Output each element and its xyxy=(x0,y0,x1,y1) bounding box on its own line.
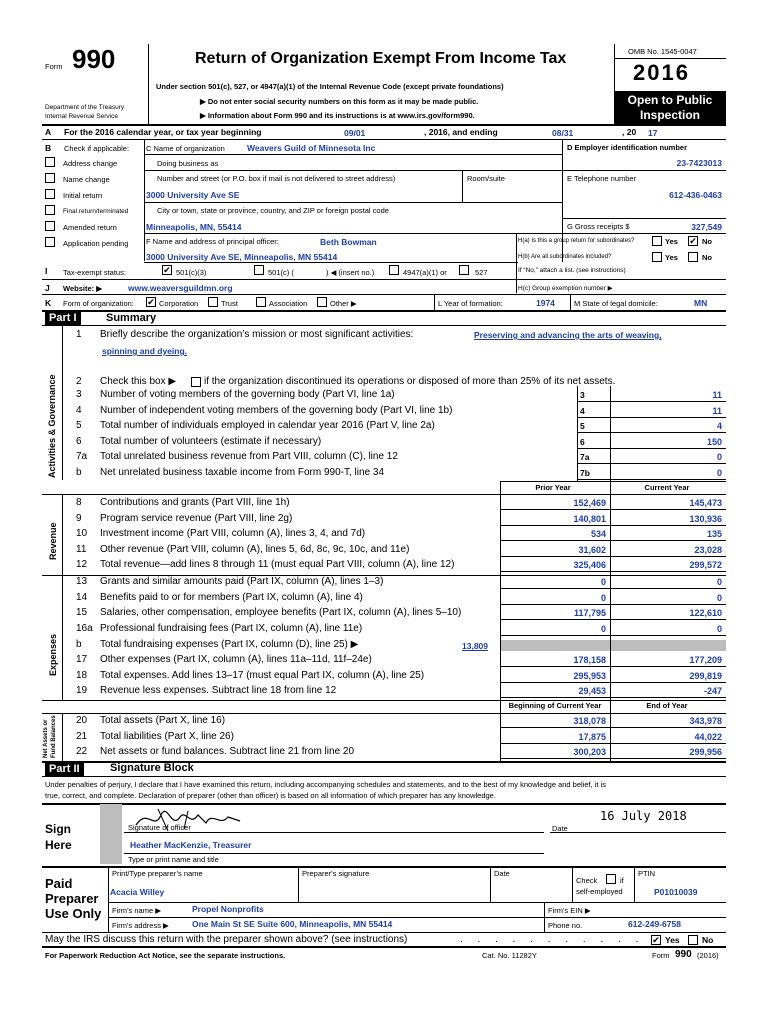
current-year-value[interactable]: 135 xyxy=(706,529,722,540)
row-rule xyxy=(500,604,726,605)
here-label: Here xyxy=(45,838,72,852)
row-rule xyxy=(577,448,726,449)
part-i-label: Part I xyxy=(45,311,81,325)
insert-no-label: ) ◀ (insert no.) xyxy=(326,268,375,277)
col-end-year: End of Year xyxy=(646,701,688,710)
line-description: Total number of individuals employed in calendar year 2016 (Part V, line 2a) xyxy=(100,420,435,432)
paid-label: Paid xyxy=(45,876,73,891)
line-description: Net unrelated business taxable income from Form 990-T, line 34 xyxy=(100,467,385,478)
name-change-checkbox[interactable] xyxy=(45,173,55,183)
telephone-label: E Telephone number xyxy=(567,174,637,183)
footer-notice: For Paperwork Reduction Act Notice, see the separate instructions. xyxy=(45,951,286,960)
preparer-name-label: Print/Type preparer’s name xyxy=(112,869,203,878)
prior-year-value[interactable]: 17,875 xyxy=(578,731,606,742)
officer-printed-name[interactable]: Heather MacKenzie, Treasurer xyxy=(130,840,252,850)
row-rule xyxy=(577,479,726,480)
line-description: Total revenue—add lines 8 through 11 (must equal Part VIII, column (A), line 12) xyxy=(100,559,455,571)
line-description: Total liabilities (Part X, line 26) xyxy=(100,730,234,742)
form-label: Form xyxy=(45,62,63,71)
trust-checkbox[interactable] xyxy=(208,297,218,307)
discuss-yes-label: Yes xyxy=(665,935,680,945)
line-box-label: 7a xyxy=(580,452,590,463)
status-4947-checkbox[interactable] xyxy=(389,265,399,275)
trust-label: Trust xyxy=(221,299,238,308)
form-subtitle: Under section 501(c), 527, or 4947(a)(1) of the Internal Revenue Code (except private foundations) xyxy=(156,82,504,91)
row-rule xyxy=(577,401,726,402)
group-return-no-label: No xyxy=(702,237,712,246)
state-domicile-value[interactable]: MN xyxy=(694,298,708,308)
row-rule xyxy=(500,682,726,683)
current-year-value[interactable]: 299,819 xyxy=(689,670,722,681)
other-org-checkbox[interactable] xyxy=(317,297,327,307)
officer-name[interactable]: Beth Bowman xyxy=(320,237,377,247)
check-applicable-title: Check if applicable: xyxy=(64,144,130,153)
firm-address-label: Firm's address ▶ xyxy=(112,921,169,930)
line-number: 16a xyxy=(76,622,93,634)
line-number: 21 xyxy=(76,730,88,742)
discuss-no-checkbox[interactable] xyxy=(688,935,698,945)
line-1-text: Briefly describe the organization’s mission or most significant activities: xyxy=(100,329,414,340)
application-pending-checkbox[interactable] xyxy=(45,237,55,247)
row-rule xyxy=(500,571,726,572)
current-year-value[interactable]: 0 xyxy=(716,623,722,634)
inspection: Inspection xyxy=(639,108,700,122)
website-label: Website: ▶ xyxy=(63,284,102,293)
use-only-label: Use Only xyxy=(45,906,102,921)
row-b-letter: B xyxy=(45,143,52,153)
sign-date[interactable]: 16 July 2018 xyxy=(600,809,687,823)
prior-year-value[interactable]: 0 xyxy=(600,592,606,603)
line-16b-shade xyxy=(500,640,726,651)
line-value[interactable]: 11 xyxy=(712,405,722,416)
line-number: 15 xyxy=(76,607,88,619)
row-rule xyxy=(500,540,726,541)
tax-year-begin[interactable]: 09/01 xyxy=(344,128,366,138)
other-org-label: Other ▶ xyxy=(330,299,357,308)
line-number: 5 xyxy=(76,420,82,432)
line-number: b xyxy=(76,467,82,478)
initial-return-checkbox[interactable] xyxy=(45,189,55,199)
street-label: Number and street (or P.O. box if mail is not delivered to street address) xyxy=(157,174,396,183)
subordinates-no-checkbox[interactable] xyxy=(688,252,698,262)
row-k-letter: K xyxy=(45,298,52,308)
current-year-value[interactable]: 122,610 xyxy=(689,608,722,619)
row-rule xyxy=(500,509,726,510)
row-rule xyxy=(500,727,726,728)
row-i-letter: I xyxy=(45,266,48,276)
group-return-no-checkbox[interactable]: ✔ xyxy=(689,236,697,246)
status-501c-checkbox[interactable] xyxy=(254,265,264,275)
sign-shade xyxy=(100,804,122,864)
line-description: Number of voting members of the governing body (Part VI, line 1a) xyxy=(100,389,395,400)
line-number: 19 xyxy=(76,685,88,697)
dept-treasury: Department of the Treasury xyxy=(45,104,125,111)
line-description: Benefits paid to or for members (Part IX, column (A), line 4) xyxy=(100,591,363,603)
line-description: Other revenue (Part VIII, column (A), lines 5, 6d, 8c, 9c, 10c, and 11e) xyxy=(100,543,410,555)
website-url[interactable]: www.weaversguildmn.org xyxy=(128,283,233,293)
mission-line-2[interactable]: spinning and dyeing. xyxy=(102,346,187,356)
gross-receipts-label: G Gross receipts $ xyxy=(567,222,630,231)
ein-value[interactable]: 23-7423013 xyxy=(676,158,722,168)
form-title: Return of Organization Exempt From Income Tax xyxy=(195,50,567,67)
line-number: 11 xyxy=(76,543,87,555)
ein-label: D Employer identification number xyxy=(567,143,688,152)
address-change-label: Address change xyxy=(63,159,118,168)
line-description: Total unrelated business revenue from Part VIII, column (C), line 12 xyxy=(100,451,398,463)
footer-form-label: Form xyxy=(652,951,670,960)
row-j-letter: J xyxy=(45,283,50,293)
perjury-line-1: Under penalties of perjury, I declare that I have examined this return, including accompanying schedules and statements, and to the best of my knowledge and belief, it is xyxy=(45,780,607,789)
year-formation-label: L Year of formation: xyxy=(438,299,503,308)
row-rule xyxy=(577,417,726,418)
omb-number: OMB No. 1545-0047 xyxy=(628,47,697,56)
form-number: 990 xyxy=(72,44,116,74)
line-number: 13 xyxy=(76,576,88,587)
prior-year-value[interactable]: 31,602 xyxy=(578,544,606,555)
line-description: Grants and similar amounts paid (Part IX, column (A), lines 1–3) xyxy=(100,576,384,587)
current-year-value[interactable]: 343,978 xyxy=(689,716,722,726)
line-number: 18 xyxy=(76,669,88,681)
line-number: 4 xyxy=(76,404,82,416)
subordinates-yes-checkbox[interactable] xyxy=(652,252,662,262)
ptin-value[interactable]: P01010039 xyxy=(654,887,698,897)
type-name-label: Type or print name and title xyxy=(128,855,219,864)
self-employed-checkbox[interactable] xyxy=(606,874,616,884)
preparer-sig-label: Preparer's signature xyxy=(302,869,370,878)
org-name[interactable]: Weavers Guild of Minnesota Inc xyxy=(247,143,376,153)
prior-year-value[interactable]: 318,078 xyxy=(573,716,606,726)
subordinates-yes-label: Yes xyxy=(665,253,678,262)
discuss-question: May the IRS discuss this return with the preparer shown above? (see instructions) xyxy=(45,934,408,945)
signature-label: Signature of officer xyxy=(128,823,191,832)
part-ii-label: Part II xyxy=(45,762,84,776)
preparer-date-label: Date xyxy=(494,869,510,878)
line-value[interactable]: 0 xyxy=(716,452,722,463)
discuss-leaders: . . . . . . . . . . . xyxy=(460,934,645,945)
discontinued-checkbox[interactable] xyxy=(191,377,201,387)
prior-year-value[interactable]: 152,469 xyxy=(573,498,606,508)
line-value[interactable]: 11 xyxy=(712,390,722,400)
prior-year-value[interactable]: 534 xyxy=(590,529,606,540)
row-rule xyxy=(500,525,726,526)
line-number: 17 xyxy=(76,654,88,665)
preparer-name[interactable]: Acacia Willey xyxy=(110,887,165,897)
firm-ein-label: Firm's EIN ▶ xyxy=(548,906,591,915)
tax-exempt-label: Tax-exempt status: xyxy=(63,268,126,277)
footer-cat-no: Cat. No. 11282Y xyxy=(482,951,537,960)
address-change-checkbox[interactable] xyxy=(45,157,55,167)
side-revenue: Revenue xyxy=(48,522,58,560)
line-16b-text: Total fundraising expenses (Part IX, column (D), line 25) ▶ xyxy=(100,639,359,650)
sign-date-label: Date xyxy=(552,824,568,833)
line-number: 6 xyxy=(76,435,82,447)
line-value[interactable]: 150 xyxy=(706,436,722,447)
line-number: 12 xyxy=(76,559,88,571)
org-street[interactable]: 3000 University Ave SE xyxy=(146,190,240,200)
row-rule xyxy=(500,588,726,589)
tax-year-end-yy[interactable]: 17 xyxy=(648,128,658,138)
row-rule xyxy=(500,556,726,557)
association-checkbox[interactable] xyxy=(256,297,266,307)
line-description: Other expenses (Part IX, column (A), lines 11a–11d, 11f–24e) xyxy=(100,654,372,665)
line-number: 22 xyxy=(76,746,88,758)
line-description: Investment income (Part VIII, column (A), lines 3, 4, and 7d) xyxy=(100,528,366,540)
line-box-label: 5 xyxy=(580,421,585,432)
group-exemption-label: H(c) Group exemption number ▶ xyxy=(518,285,613,292)
name-change-label: Name change xyxy=(63,175,110,184)
current-year-value[interactable]: 0 xyxy=(716,592,722,603)
row-rule xyxy=(500,619,726,620)
current-year-value[interactable]: -247 xyxy=(703,686,722,697)
line-2-text-b: if the organization discontinued its operations or disposed of more than 25% of its net assets. xyxy=(204,376,616,387)
row-rule xyxy=(500,666,726,667)
corporation-label: Corporation xyxy=(159,299,199,308)
row-rule xyxy=(500,743,726,744)
prior-year-value[interactable]: 295,953 xyxy=(573,670,606,681)
line-number: 20 xyxy=(76,715,88,726)
line-description: Total expenses. Add lines 13–17 (must equal Part IX, column (A), line 25) xyxy=(100,669,425,681)
row-rule xyxy=(577,432,726,433)
application-pending-label: Application pending xyxy=(63,239,129,248)
line-16b-num: b xyxy=(76,639,82,650)
prior-year-value[interactable]: 140,801 xyxy=(573,513,606,524)
footer-form-year: (2016) xyxy=(697,951,719,960)
subordinates-question: H(b) Are all subordinates included? xyxy=(518,254,612,260)
officer-address[interactable]: 3000 University Ave SE, Minneapolis, MN 55414 xyxy=(146,252,338,262)
telephone-value[interactable]: 612-436-0463 xyxy=(669,190,722,200)
current-year-value[interactable]: 299,572 xyxy=(689,560,722,571)
line-description: Revenue less expenses. Subtract line 18 from line 12 xyxy=(100,685,337,697)
line-box-label: 6 xyxy=(580,436,585,447)
prior-year-value[interactable]: 117,795 xyxy=(573,608,606,619)
notice-instructions: ▶ Information about Form 990 and its instructions is at www.irs.gov/form990. xyxy=(200,111,475,120)
subordinates-no-label: No xyxy=(702,253,712,262)
check-label: Check xyxy=(576,876,598,885)
group-return-question: H(a) Is this a group return for subordinates? xyxy=(518,238,635,244)
line-value[interactable]: 0 xyxy=(716,468,722,478)
discuss-no-label: No xyxy=(702,935,714,945)
mission-line-1[interactable]: Preserving and advancing the arts of weaving, xyxy=(474,330,662,340)
row-a-letter: A xyxy=(45,127,52,137)
line-value[interactable]: 4 xyxy=(716,421,722,432)
col-beginning-year: Beginning of Current Year xyxy=(508,701,602,710)
status-501c3-checkbox[interactable]: ✔ xyxy=(163,265,171,275)
dept-irs: Internal Revenue Service xyxy=(45,113,118,120)
col-prior-year: Prior Year xyxy=(535,483,571,492)
row-a-mid: , 2016, and ending xyxy=(424,127,498,137)
line-box-label: 7b xyxy=(580,468,590,478)
sign-label: Sign xyxy=(45,822,71,836)
perjury-line-2: true, correct, and complete. Declaration of preparer (other than officer) is based on all information of which preparer has any knowledge. xyxy=(45,791,496,800)
side-expenses: Expenses xyxy=(48,633,58,676)
line-number: 7a xyxy=(76,451,88,463)
current-year-value[interactable]: 145,473 xyxy=(689,498,722,508)
line-1-num: 1 xyxy=(76,329,82,340)
line-description: Professional fundraising fees (Part IX, column (A), line 11e) xyxy=(100,622,363,634)
line-number: 9 xyxy=(76,512,82,524)
row-rule xyxy=(500,758,726,759)
current-year-value[interactable]: 177,209 xyxy=(689,655,722,665)
final-return-label: Final return/terminated xyxy=(63,208,129,215)
state-domicile-label: M State of legal domicile: xyxy=(574,299,658,308)
line-number: 3 xyxy=(76,389,82,400)
tax-year-end[interactable]: 08/31 xyxy=(552,128,574,138)
amended-return-label: Amended return xyxy=(63,223,117,232)
status-501c3-label: 501(c)(3) xyxy=(176,268,207,277)
group-return-yes-checkbox[interactable] xyxy=(652,236,662,246)
current-year-value[interactable]: 23,028 xyxy=(694,544,722,555)
row-a-text: For the 2016 calendar year, or tax year beginning xyxy=(64,127,262,137)
line-description: Salaries, other compensation, employee benefits (Part IX, column (A), lines 5–10) xyxy=(100,607,462,619)
prior-year-value[interactable]: 0 xyxy=(600,623,606,634)
association-label: Association xyxy=(269,299,308,308)
line-description: Total number of volunteers (estimate if necessary) xyxy=(100,435,322,447)
side-net-assets: Net Assets or xyxy=(43,719,49,758)
tax-year: 2016 xyxy=(633,60,690,85)
line-box-label: 3 xyxy=(580,390,585,400)
line-2-num: 2 xyxy=(76,376,82,387)
initial-return-label: Initial return xyxy=(63,191,103,200)
prior-year-value[interactable]: 325,406 xyxy=(573,560,606,571)
room-suite-label: Room/suite xyxy=(467,174,505,183)
line-description: Program service revenue (Part VIII, line 2g) xyxy=(100,512,293,524)
org-name-label: C Name of organization xyxy=(146,144,225,153)
firm-phone-label: Phone no. xyxy=(548,921,583,930)
line-description: Number of independent voting members of the governing body (Part VI, line 1b) xyxy=(100,404,453,416)
current-year-value[interactable]: 299,956 xyxy=(689,747,722,758)
row-rule xyxy=(577,463,726,464)
side-activities-governance: Activities & Governance xyxy=(47,374,57,478)
group-return-yes-label: Yes xyxy=(665,237,678,246)
side-fund-balances: Fund Balances xyxy=(51,715,57,758)
part-i-title: Summary xyxy=(106,312,157,324)
gross-receipts-value[interactable]: 327,549 xyxy=(691,222,722,232)
ptin-label: PTIN xyxy=(638,869,656,878)
discuss-yes-checkbox[interactable]: ✔ xyxy=(652,935,660,945)
amended-return-checkbox[interactable] xyxy=(45,221,55,231)
firm-address[interactable]: One Main St SE Suite 600, Minneapolis, MN 55414 xyxy=(192,919,393,929)
corporation-checkbox[interactable]: ✔ xyxy=(147,297,155,307)
firm-name[interactable]: Propel Nonprofits xyxy=(192,904,264,914)
dba-label: Doing business as xyxy=(157,159,219,168)
line-16b-value[interactable]: 13,809 xyxy=(462,641,488,651)
col-current-year: Current Year xyxy=(644,483,690,492)
prior-year-value[interactable]: 0 xyxy=(600,577,606,587)
prior-year-value[interactable]: 178,158 xyxy=(573,655,606,665)
status-4947-label: 4947(a)(1) or xyxy=(403,268,447,277)
current-year-value[interactable]: 44,022 xyxy=(694,731,722,742)
final-return-checkbox[interactable] xyxy=(45,205,55,215)
line-number: 8 xyxy=(76,497,82,508)
attach-list-note: If “No,” attach a list. (see instructions) xyxy=(518,267,626,274)
line-description: Contributions and grants (Part VIII, line 1h) xyxy=(100,497,290,508)
if-label: if xyxy=(620,876,624,885)
year-formation-value[interactable]: 1974 xyxy=(536,298,555,308)
officer-label: F Name and address of principal officer: xyxy=(146,237,279,246)
firm-name-label: Firm’s name ▶ xyxy=(112,906,161,915)
footer-form-number: 990 xyxy=(675,949,692,960)
part-ii-title: Signature Block xyxy=(110,762,194,774)
city-label: City or town, state or province, country, and ZIP or foreign postal code xyxy=(157,206,389,215)
current-year-value[interactable]: 130,936 xyxy=(689,513,722,524)
firm-phone[interactable]: 612-249-6758 xyxy=(628,919,681,929)
status-527-checkbox[interactable] xyxy=(459,265,469,275)
row-rule xyxy=(500,697,726,698)
self-employed-label: self-employed xyxy=(576,887,623,896)
notice-ssn: ▶ Do not enter social security numbers on this form as it may be made public. xyxy=(200,97,479,106)
status-527-label: 527 xyxy=(475,268,488,277)
preparer-label: Preparer xyxy=(45,891,99,906)
row-a-tail: , 20 xyxy=(622,127,637,137)
line-description: Total assets (Part X, line 16) xyxy=(100,715,226,726)
line-2-text: Check this box ▶ xyxy=(100,376,177,387)
status-501c-label: 501(c) ( xyxy=(268,268,294,277)
org-city[interactable]: Minneapolis, MN, 55414 xyxy=(146,222,242,232)
line-box-label: 4 xyxy=(580,405,585,416)
row-rule xyxy=(500,635,726,636)
prior-year-value[interactable]: 29,453 xyxy=(578,686,606,697)
current-year-value[interactable]: 0 xyxy=(716,577,722,587)
line-number: 10 xyxy=(76,528,88,540)
form-of-org-label: Form of organization: xyxy=(63,299,134,308)
open-to-public: Open to Public xyxy=(627,93,713,107)
prior-year-value[interactable]: 300,203 xyxy=(573,747,606,758)
line-number: 14 xyxy=(76,591,88,603)
line-description: Net assets or fund balances. Subtract line 21 from line 20 xyxy=(100,746,355,758)
